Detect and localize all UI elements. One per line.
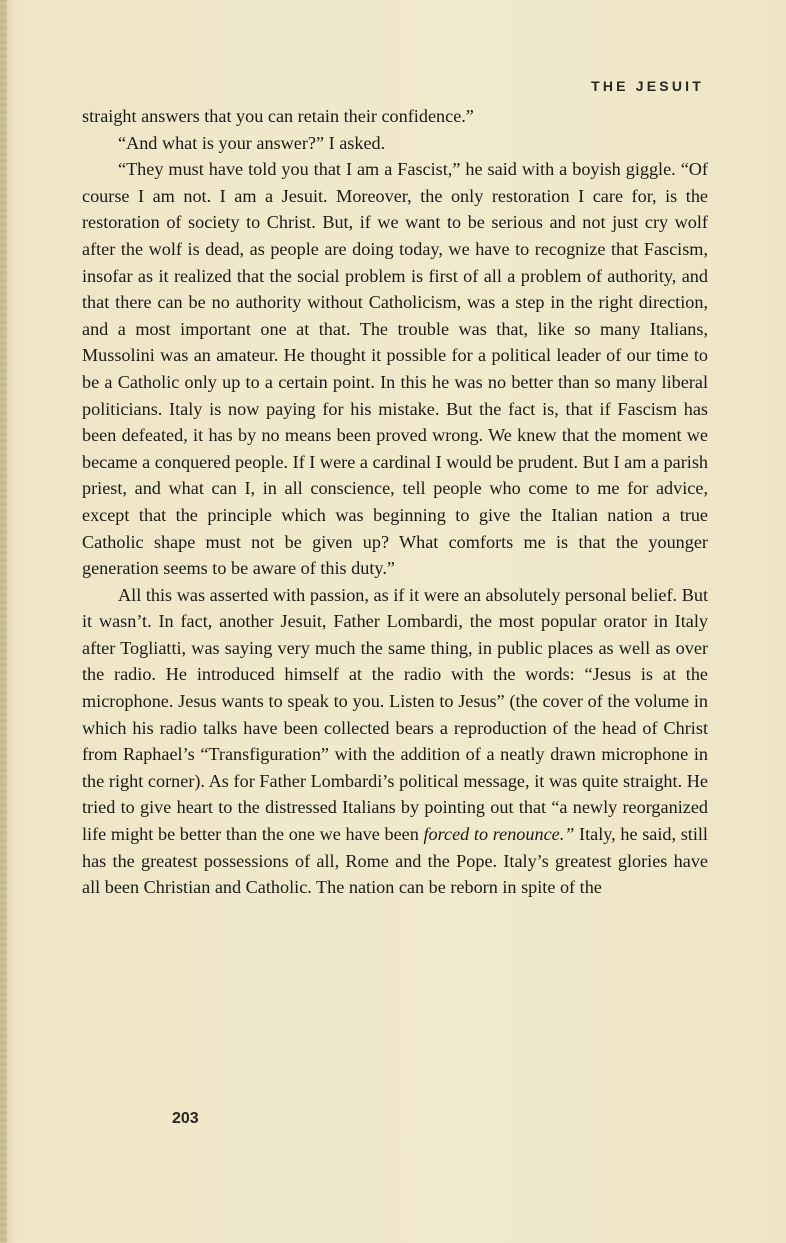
italic-quote: forced to renounce.”	[423, 824, 575, 845]
page-number: 203	[172, 1110, 199, 1127]
book-spine-edge	[0, 0, 7, 1243]
paragraph-text: All this was asserted with passion, as if it were an absolutely personal belief. But it wasn’t. In fact, another Jesuit, Father Lombardi, the most popular orator in Italy after Togliatti, was saying very much the same thing, in public places as well as over the radio. He introduced himself at the radio with the words: “Jesus is at the microphone. Jesus wants to speak to you. Listen to Jesus” (the cover of the volume in which his radio talks have been collected bears a reproduction of the head of Christ from Raphael’s “Transfiguration” with the addition of a neatly drawn microphone in the right corner). As for Father Lombardi’s political message, it was quite straight. He tried to give heart to the distressed Italians by pointing out that “a newly reorganized life might be better than the one we have been	[82, 584, 708, 845]
running-head: THE JESUIT	[591, 78, 704, 94]
paragraph: “They must have told you that I am a Fascist,” he said with a boyish giggle. “Of course I am not. I am a Jesuit. Moreover, the only restoration I care for, is the restoration of society to Christ. But, if we want to be serious and not just cry wolf after the wolf is dead, as people are doing today, we have to recognize that Fascism, insofar as it realized that the social problem is first of all a problem of authority, and that there can be no authority without Catholicism, was a step in the right direction, and a most important one at that. The trouble was that, like so many Italians, Mussolini was an amateur. He thought it possible for a political leader of our time to be a Catholic only up to a certain point. In this he was no better than so many liberal politicians. Italy is now paying for his mistake. But the fact is, that if Fascism has been defeated, it has by no means been proved wrong. We knew that the moment we became a conquered people. If I were a cardinal I would be prudent. But I am a parish priest, and what can I, in all conscience, tell people who come to me for advice, except that the principle which was beginning to give the Italian nation a true Catholic shape must not be given up? What comforts me is that the younger generation seems to be aware of this duty.”	[82, 159, 708, 579]
paragraph-continued: straight answers that you can retain their confidence.”	[82, 106, 474, 126]
paragraph: “And what is your answer?” I asked.	[118, 132, 386, 153]
paragraph-text: Italy, he said, still has the greatest possessions of all, Rome and the Pope. Italy’s greatest glories have all been Christian and Catholic. The nation can be reborn in spite of the	[82, 824, 708, 898]
body-text	[82, 103, 708, 901]
paragraph	[82, 582, 708, 901]
